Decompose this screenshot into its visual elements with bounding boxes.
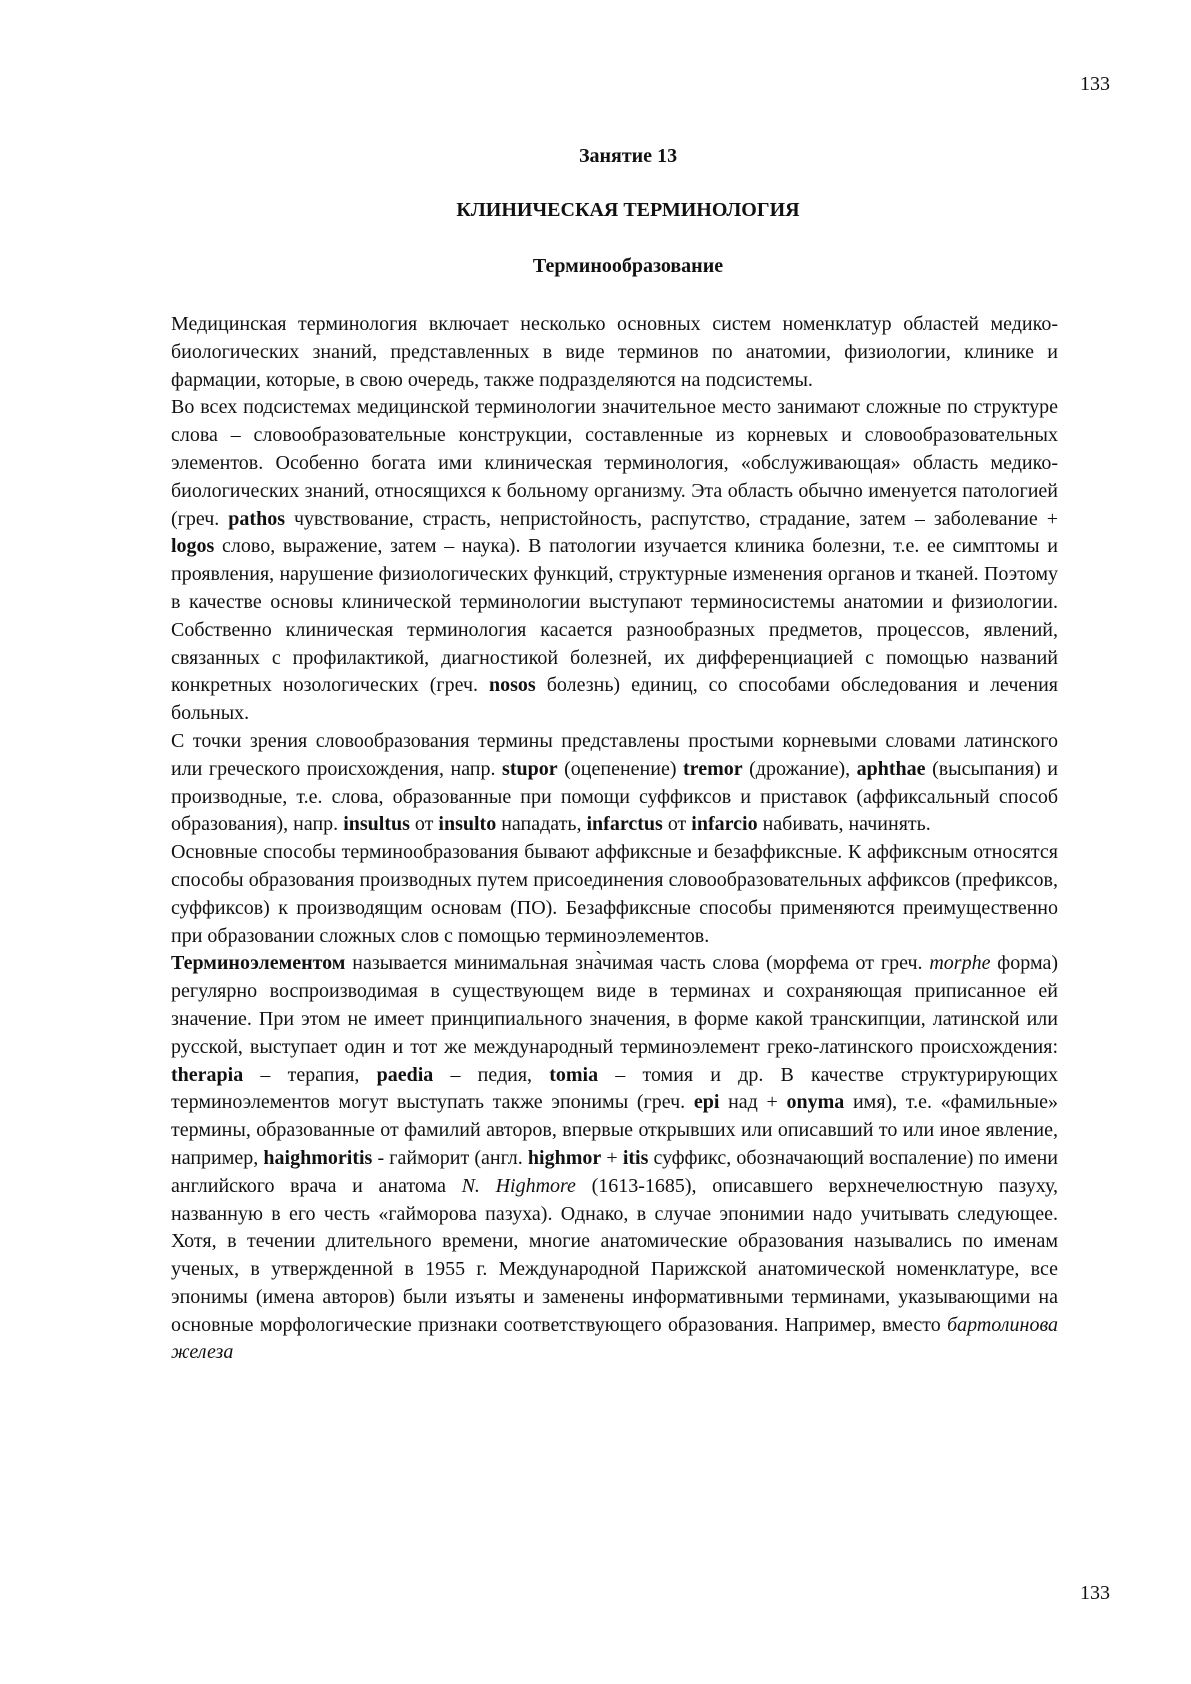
text-run: от (662, 813, 692, 836)
text-run: чувствование, страсть, непристойность, распутство, страдание, затем – заболевание + (284, 507, 1058, 530)
text-run: Во всех подсистемах медицинской терминологии значительное место занимают сложные по структуре слова – словообразовательные конструкции, составленные из корневых и словообразовательных элементов. Особенно богата ими клиническая терминология, «обслуживающая» область медико-биологических знаний, относящихся к больному организму. Эта область обычно именуется патологией (греч. (171, 396, 1058, 530)
term-therapia: therapia (171, 1063, 244, 1086)
paragraph-3 (171, 728, 1058, 839)
paragraph-1: Медицинская терминология включает несколько основных систем номенклатур областей медико-биологических знаний, представленных в виде терминов по анатомии, физиологии, клинике и фармации, которые, в свою очередь, также подразделяются на подсистемы. (171, 313, 1058, 391)
subtopic-title: Терминообразование (532, 255, 724, 277)
term-insulto: insulto (438, 813, 497, 836)
term-terminoelement: Терминоэлементом (171, 952, 346, 975)
term-tomia: tomia (549, 1063, 599, 1086)
name-highmore: N. Highmore (461, 1174, 576, 1197)
text-run: имя), т.е. «фамильные» термины, образованные от фамилий авторов, впервые открывших или описавший то или иное явление, например, (171, 1091, 1058, 1169)
term-itis: itis (622, 1146, 649, 1169)
term-infarcio: infarcio (691, 813, 758, 836)
text-run: набивать, начинять. (757, 813, 931, 836)
text-run: + (601, 1146, 623, 1169)
term-insultus: insultus (343, 813, 410, 836)
page-number-top: 133 (1080, 73, 1110, 95)
term-nosos: nosos (489, 674, 536, 697)
term-bartholin-gland: бартолинова железа (171, 1313, 1058, 1364)
lesson-title: Занятие 13 (578, 145, 678, 167)
text-run: С точки зрения словообразования термины представлены простыми корневыми словами латинского или греческого происхождения, напр. (171, 729, 1058, 780)
text-run: (1613-1685), описавшего верхнечелюстную пазуху, названную в его честь «гайморова пазуха). Однако, в случае эпонимии надо учитывать следующее. Хотя, в течении длительного времени, многие анатомические образования назывались по именам ученых, в утвержденной в 1955 г. Международной Парижской анатомической номенклатуре, все эпонимы (имена авторов) были изъяты и заменены информативными терминами, указывающими на основные морфологические признаки соответствующего образования. Например, вместо (171, 1174, 1059, 1336)
text-run: над + (719, 1091, 787, 1114)
paragraph-4: Основные способы терминообразования бывают аффиксные и безаффиксные. К аффиксным относятся способы образования производных путем присоединения словообразовательных аффиксов (префиксов, суффиксов) к производящим основам (ПО). Безаффиксные способы применяются преимущественно при образовании сложных слов с помощью терминоэлементов. (171, 841, 1058, 947)
term-epi: epi (693, 1091, 720, 1114)
term-logos: logos (171, 535, 215, 558)
term-tremor: tremor (683, 757, 743, 780)
text-run: – томия и др. В качестве структурирующих терминоэлементов могут выступать также эпонимы (греч. (171, 1063, 1058, 1114)
term-pathos: pathos (228, 507, 285, 530)
body-text (171, 311, 1058, 1367)
text-run: форма) регулярно воспроизводимая в существующем виде в терминах и сохраняющая приписанное ей значение. При этом не имеет принципиального значения, в форме какой транскипции, латинской или русской, выступает один и тот же международный терминоэлемент греко-латинского происхождения: (171, 952, 1059, 1058)
text-run: (высыпания) и производные, т.е. слова, образованные при помощи суффиксов и приставок (аффиксальный способ образования), напр. (171, 757, 1058, 836)
text-run: – терапия, (243, 1063, 377, 1086)
term-morphe: morphe (929, 952, 991, 975)
page-number-bottom: 133 (1080, 1582, 1110, 1604)
topic-title: КЛИНИЧЕСКАЯ ТЕРМИНОЛОГИЯ (456, 199, 800, 221)
term-paedia: paedia (376, 1063, 434, 1086)
term-infarctus: infarctus (586, 813, 663, 836)
text-run: слово, выражение, затем – наука). В патологии изучается клиника болезни, т.е. ее симптомы и проявления, нарушение физиологических функций, структурные изменения органов и тканей. Поэтому в качестве основы клинической терминологии выступают терминосистемы анатомии и физиологии. Собственно клиническая терминология касается разнообразных предметов, процессов, явлений, связанных с профилактикой, диагностикой болезней, их дифференциацией с помощью названий конкретных нозологических (греч. (171, 535, 1058, 697)
paragraph-5 (171, 950, 1058, 1367)
text-run: болезнь) единиц, со способами обследования и лечения больных. (171, 674, 1058, 725)
text-run: суффикс, обозначающий воспаление) по имени английского врача и анатома (171, 1146, 1059, 1197)
text-run: - гайморит (англ. (372, 1146, 528, 1169)
text-run: – педия, (433, 1063, 550, 1086)
term-aphthae: aphthae (856, 757, 926, 780)
text-run: нападать, (496, 813, 587, 836)
text-run: (дрожание), (742, 757, 857, 780)
text-run: (оцепенение) (557, 757, 684, 780)
term-onyma: onyma (786, 1091, 845, 1114)
paragraph-2 (171, 394, 1058, 728)
term-highmor: highmor (527, 1146, 602, 1169)
term-haighmoritis: haighmoritis (263, 1146, 373, 1169)
term-stupor: stupor (502, 757, 558, 780)
text-run: от (409, 813, 439, 836)
text-run: называется минимальная зна̀чимая часть слова (морфема от греч. (345, 952, 930, 975)
